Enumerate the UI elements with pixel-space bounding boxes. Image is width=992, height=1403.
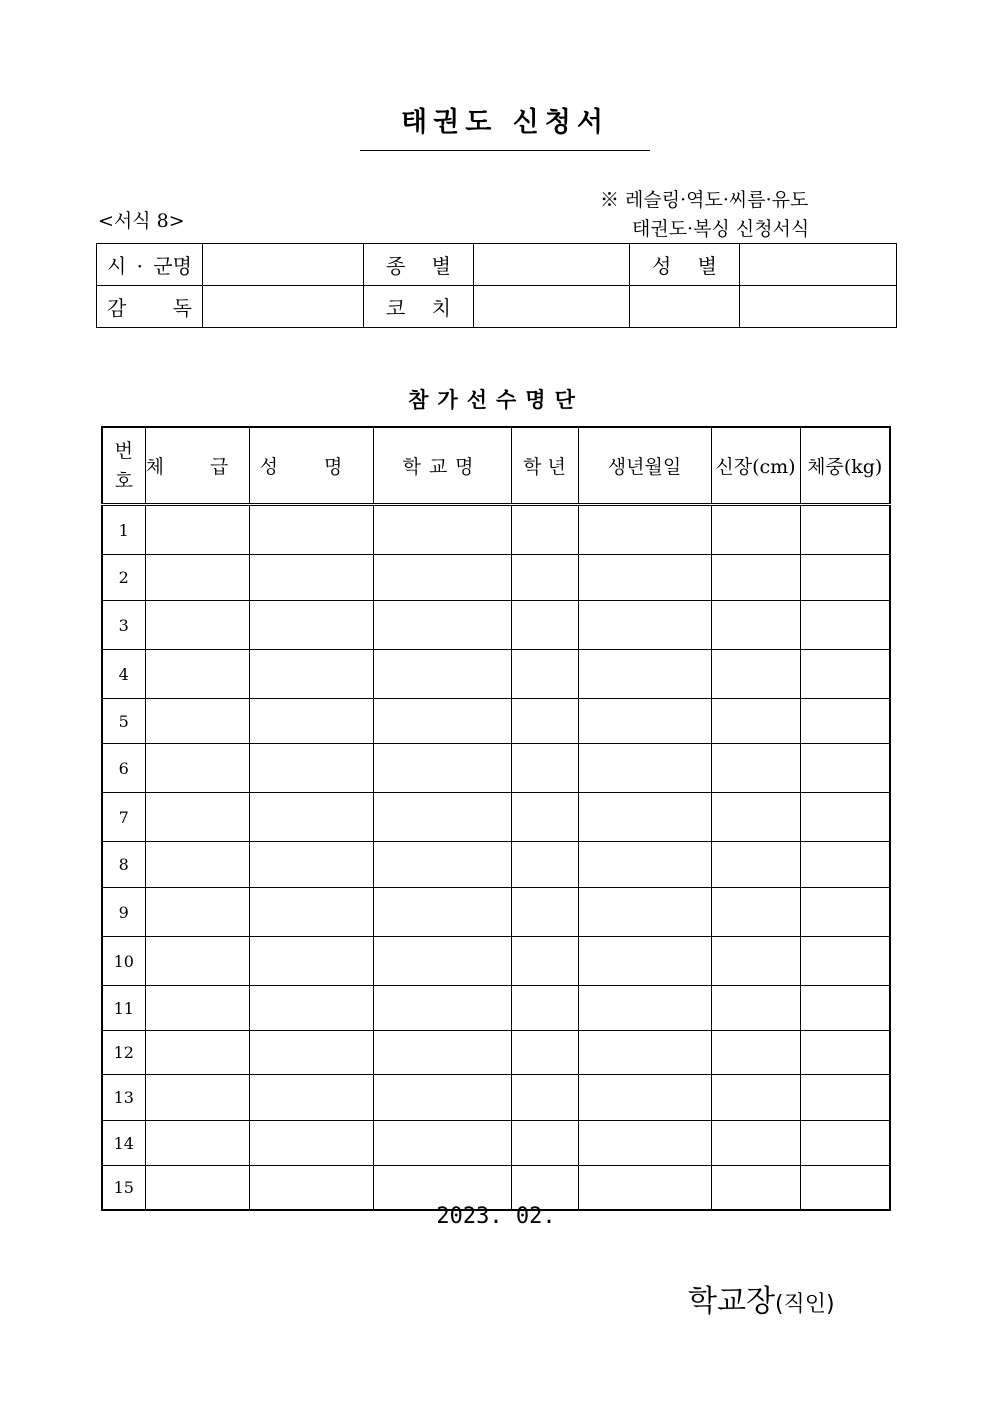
- roster-cell[interactable]: [578, 650, 711, 699]
- form-note-line1: ※ 레슬링·역도·씨름·유도: [600, 189, 809, 211]
- form-note: [600, 186, 840, 244]
- header-height: 신장(cm): [711, 427, 800, 505]
- roster-cell[interactable]: [711, 986, 800, 1031]
- roster-cell[interactable]: [145, 650, 249, 699]
- roster-table: [101, 426, 891, 1211]
- roster-cell[interactable]: [145, 1075, 249, 1121]
- roster-cell[interactable]: [145, 699, 249, 744]
- roster-cell[interactable]: [249, 793, 373, 842]
- roster-cell[interactable]: [145, 888, 249, 937]
- roster-cell[interactable]: [373, 699, 511, 744]
- roster-cell[interactable]: [800, 986, 890, 1031]
- roster-cell[interactable]: [800, 744, 890, 793]
- row-number: 1: [102, 505, 145, 555]
- roster-cell[interactable]: [145, 842, 249, 888]
- roster-cell[interactable]: [800, 888, 890, 937]
- roster-cell[interactable]: [145, 1121, 249, 1166]
- roster-cell[interactable]: [711, 842, 800, 888]
- roster-cell[interactable]: [511, 650, 578, 699]
- row-number: 11: [102, 986, 145, 1031]
- coach-field[interactable]: [474, 286, 630, 328]
- roster-cell[interactable]: [145, 1031, 249, 1075]
- roster-cell[interactable]: [578, 888, 711, 937]
- roster-cell[interactable]: [249, 1031, 373, 1075]
- roster-cell[interactable]: [800, 555, 890, 601]
- roster-cell[interactable]: [711, 650, 800, 699]
- roster-cell[interactable]: [145, 986, 249, 1031]
- city-label: 시 · 군명: [97, 244, 203, 286]
- roster-cell[interactable]: [578, 505, 711, 555]
- team-info-table: [96, 243, 897, 328]
- roster-cell[interactable]: [249, 986, 373, 1031]
- roster-cell[interactable]: [511, 1121, 578, 1166]
- roster-cell[interactable]: [373, 793, 511, 842]
- table-row: [102, 986, 890, 1031]
- roster-cell[interactable]: [511, 793, 578, 842]
- roster-cell[interactable]: [578, 986, 711, 1031]
- roster-cell[interactable]: [511, 937, 578, 986]
- roster-cell[interactable]: [373, 842, 511, 888]
- roster-cell[interactable]: [800, 601, 890, 650]
- roster-cell[interactable]: [249, 650, 373, 699]
- roster-cell[interactable]: [511, 1031, 578, 1075]
- row-number: 8: [102, 842, 145, 888]
- roster-cell[interactable]: [373, 555, 511, 601]
- gender-label: 성 별: [630, 244, 740, 286]
- roster-cell[interactable]: [800, 1121, 890, 1166]
- header-weight: 체중(kg): [800, 427, 890, 505]
- header-number: 번호: [102, 427, 145, 505]
- header-birth: 생년월일: [578, 427, 711, 505]
- roster-cell[interactable]: [578, 793, 711, 842]
- roster-cell[interactable]: [249, 888, 373, 937]
- roster-cell[interactable]: [578, 555, 711, 601]
- roster-cell[interactable]: [800, 650, 890, 699]
- seal-label: (직인): [774, 1292, 835, 1317]
- roster-cell[interactable]: [711, 699, 800, 744]
- roster-cell[interactable]: [249, 1075, 373, 1121]
- roster-cell[interactable]: [578, 842, 711, 888]
- roster-cell[interactable]: [578, 1031, 711, 1075]
- roster-cell[interactable]: [373, 601, 511, 650]
- roster-cell[interactable]: [711, 744, 800, 793]
- roster-cell[interactable]: [249, 744, 373, 793]
- roster-cell[interactable]: [373, 744, 511, 793]
- table-row: [102, 937, 890, 986]
- roster-cell[interactable]: [578, 937, 711, 986]
- gender-field[interactable]: [740, 244, 897, 286]
- table-row: [102, 793, 890, 842]
- roster-cell[interactable]: [511, 1075, 578, 1121]
- roster-cell[interactable]: [373, 937, 511, 986]
- roster-cell[interactable]: [800, 1031, 890, 1075]
- row-number: 14: [102, 1121, 145, 1166]
- table-row: [102, 1121, 890, 1166]
- form-note-line2: 태권도·복싱 신청서식: [632, 218, 810, 240]
- team-info-row: [97, 244, 897, 286]
- roster-cell[interactable]: [511, 888, 578, 937]
- roster-cell[interactable]: [145, 744, 249, 793]
- table-row: [102, 650, 890, 699]
- roster-cell[interactable]: [373, 888, 511, 937]
- roster-cell[interactable]: [511, 842, 578, 888]
- event-field[interactable]: [474, 244, 630, 286]
- roster-cell[interactable]: [511, 505, 578, 555]
- form-number: <서식 8>: [98, 210, 185, 232]
- principal-label: 학교장: [688, 1284, 775, 1319]
- table-row: [102, 1031, 890, 1075]
- roster-cell[interactable]: [511, 555, 578, 601]
- principal-signature: [688, 1276, 835, 1320]
- roster-cell[interactable]: [578, 699, 711, 744]
- roster-cell[interactable]: [249, 505, 373, 555]
- roster-cell[interactable]: [800, 505, 890, 555]
- roster-cell[interactable]: [800, 793, 890, 842]
- roster-cell[interactable]: [711, 555, 800, 601]
- row-number: 15: [102, 1166, 145, 1211]
- roster-header-row: [102, 427, 890, 505]
- row-number: 4: [102, 650, 145, 699]
- roster-cell[interactable]: [711, 505, 800, 555]
- extra-field-2[interactable]: [740, 286, 897, 328]
- roster-cell[interactable]: [578, 1075, 711, 1121]
- table-row: [102, 744, 890, 793]
- roster-cell[interactable]: [373, 505, 511, 555]
- roster-cell[interactable]: [145, 793, 249, 842]
- row-number: 3: [102, 601, 145, 650]
- roster-cell[interactable]: [373, 1075, 511, 1121]
- roster-cell[interactable]: [249, 1121, 373, 1166]
- roster-cell[interactable]: [249, 601, 373, 650]
- roster-cell[interactable]: [249, 699, 373, 744]
- roster-cell[interactable]: [578, 1121, 711, 1166]
- roster-cell[interactable]: [511, 601, 578, 650]
- table-row: [102, 601, 890, 650]
- roster-cell[interactable]: [373, 1031, 511, 1075]
- row-number: 12: [102, 1031, 145, 1075]
- city-field[interactable]: [203, 244, 364, 286]
- roster-cell[interactable]: [578, 744, 711, 793]
- roster-cell[interactable]: [711, 1121, 800, 1166]
- document-title: 태권도 신청서: [360, 104, 650, 151]
- row-number: 10: [102, 937, 145, 986]
- table-row: [102, 555, 890, 601]
- extra-field-1[interactable]: [630, 286, 740, 328]
- roster-cell[interactable]: [249, 842, 373, 888]
- row-number: 2: [102, 555, 145, 601]
- roster-cell[interactable]: [511, 986, 578, 1031]
- roster-title: 참가선수명단: [408, 388, 584, 412]
- table-row: [102, 888, 890, 937]
- roster-cell[interactable]: [145, 555, 249, 601]
- coach-label: 코 치: [364, 286, 474, 328]
- manager-label: 감 독: [97, 286, 203, 328]
- table-row: [102, 842, 890, 888]
- roster-cell[interactable]: [800, 842, 890, 888]
- roster-cell[interactable]: [711, 601, 800, 650]
- header-weight-class: 체 급: [145, 427, 249, 505]
- row-number: 13: [102, 1075, 145, 1121]
- roster-cell[interactable]: [711, 793, 800, 842]
- roster-cell[interactable]: [511, 699, 578, 744]
- roster-cell[interactable]: [711, 1075, 800, 1121]
- roster-cell[interactable]: [249, 555, 373, 601]
- team-info-row: [97, 286, 897, 328]
- roster-cell[interactable]: [711, 1031, 800, 1075]
- header-school: 학교명: [373, 427, 511, 505]
- roster-cell[interactable]: [800, 937, 890, 986]
- table-row: [102, 505, 890, 555]
- row-number: 9: [102, 888, 145, 937]
- roster-cell[interactable]: [145, 601, 249, 650]
- roster-cell[interactable]: [373, 986, 511, 1031]
- roster-cell[interactable]: [145, 505, 249, 555]
- header-name: 성 명: [249, 427, 373, 505]
- roster-cell[interactable]: [711, 888, 800, 937]
- roster-cell[interactable]: [800, 699, 890, 744]
- roster-cell[interactable]: [373, 1121, 511, 1166]
- row-number: 6: [102, 744, 145, 793]
- row-number: 5: [102, 699, 145, 744]
- roster-cell[interactable]: [145, 937, 249, 986]
- roster-cell[interactable]: [373, 650, 511, 699]
- roster-cell[interactable]: [578, 601, 711, 650]
- roster-cell[interactable]: [711, 937, 800, 986]
- table-row: [102, 1075, 890, 1121]
- row-number: 7: [102, 793, 145, 842]
- table-row: [102, 699, 890, 744]
- roster-cell[interactable]: [511, 744, 578, 793]
- date: 2023. 02.: [436, 1204, 556, 1229]
- manager-field[interactable]: [203, 286, 364, 328]
- event-label: 종 별: [364, 244, 474, 286]
- roster-cell[interactable]: [800, 1075, 890, 1121]
- header-grade: 학 년: [511, 427, 578, 505]
- roster-cell[interactable]: [249, 937, 373, 986]
